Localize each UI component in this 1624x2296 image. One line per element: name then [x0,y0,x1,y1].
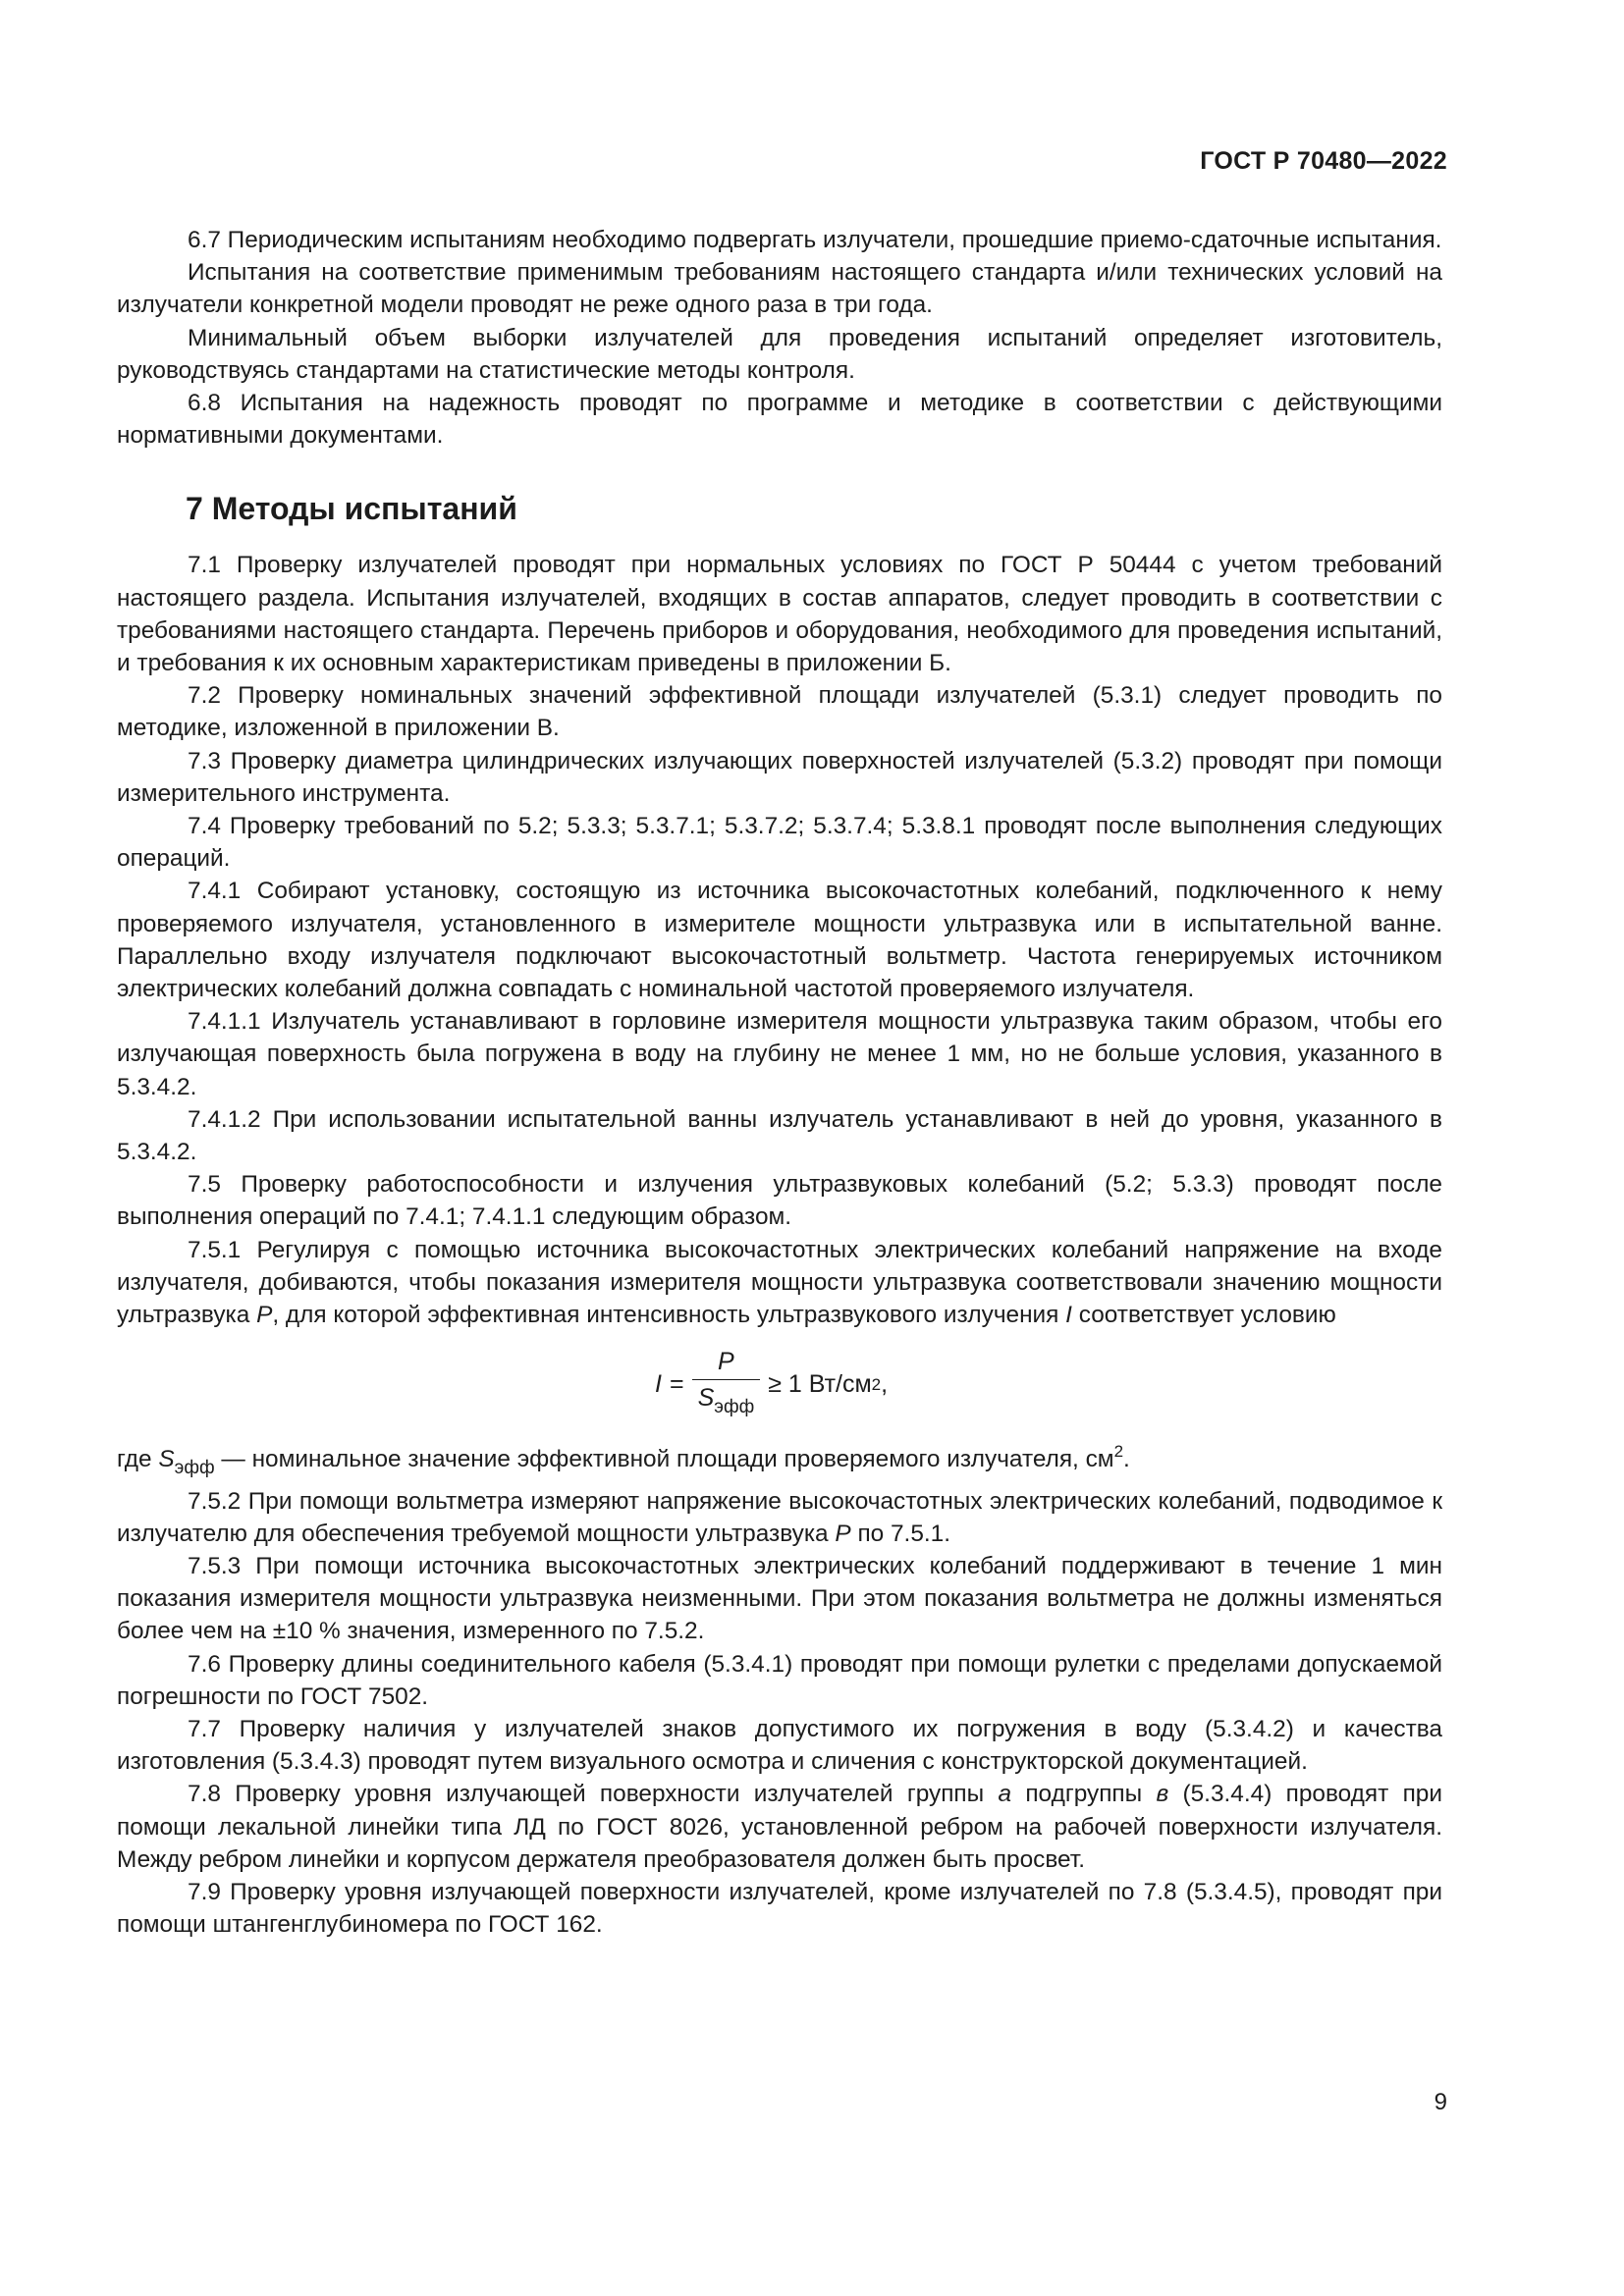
formula-numerator: P [718,1348,734,1376]
formula-explanation [117,1435,1442,1484]
section-heading-7: 7 Методы испытаний [186,491,517,527]
formula-relation-superscript: 2 [871,1375,882,1395]
paragraph-7-7: 7.7 Проверку наличия у излучателей знаков допустимого их погружения в воду (5.3.4.2) и качества изготовления (5.3.4.3) проводят путем визуального осмотра и сличения с конструкторской документацией. [117,1715,1442,1776]
paragraph-7-6: 7.6 Проверку длины соединительного кабеля (5.3.4.1) проводят при помощи рулетки с пределами допускаемой погрешности по ГОСТ 7502. [117,1650,1442,1710]
formula-denominator-symbol: S [697,1384,715,1413]
formula-equals: = [669,1370,684,1399]
paragraph-7-5-1-text-b: , для которой эффективная интенсивность ультразвукового излучения [272,1302,1066,1329]
page-body [117,224,1442,1941]
paragraph-7-8 [117,1778,1442,1876]
page-number: 9 [1434,2089,1447,2115]
formula-fraction [692,1347,761,1422]
paragraph-6-7-periodicity: Испытания на соответствие применимым требованиям настоящего стандарта и/или технических условий на излучатели конкретной модели проводят не реже одного раза в три года. [117,259,1442,319]
paragraph-7-2: 7.2 Проверку номинальных значений эффективной площади излучателей (5.3.1) следует проводить по методике, изложенной в приложении В. [117,682,1442,742]
paragraph-7-5-1-text-c: соответствует условию [1071,1302,1336,1329]
formula-explanation-text: — номинальное значение эффективной площади проверяемого излучателя, см [214,1446,1114,1473]
paragraph-7-3: 7.3 Проверку диаметра цилиндрических излучающих поверхностей излучателей (5.3.2) проводят при помощи измерительного инструмента. [117,747,1442,807]
paragraph-6-7: 6.7 Периодическим испытаниям необходимо подвергать излучатели, прошедшие приемо-сдаточные испытания. [188,227,1442,253]
paragraph-7-8-text-a: 7.8 Проверку уровня излучающей поверхности излучателей группы [188,1781,999,1808]
paragraph-7-5-2-text-a: 7.5.2 При помощи вольтметра измеряют напряжение высокочастотных электрических колебаний, подводимое к излучателю для обеспечения требуемой мощности ультразвука [117,1487,1442,1547]
intensity-formula [117,1335,1442,1433]
formula-explanation-superscript: 2 [1113,1442,1124,1462]
formula-tail: , [881,1370,889,1399]
paragraph-7-1: 7.1 Проверку излучателей проводят при нормальных условиях по ГОСТ Р 50444 с учетом требований настоящего раздела. Испытания излучателей, входящих в состав аппаратов, следует проводить в соответствии с требованиями настоящего стандарта. Перечень приборов и оборудования, необходимого для проведения испытаний, и требования к их основным характеристикам приведены в приложении Б. [117,552,1442,677]
paragraph-6-8: 6.8 Испытания на надежность проводят по программе и методике в соответствии с действующими нормативными документами. [117,390,1442,450]
formula-lhs: I [655,1370,662,1399]
power-symbol-2: P [835,1520,851,1547]
paragraph-6-7-sample-size: Минимальный объем выборки излучателей для проведения испытаний определяет изготовитель, руководствуясь стандартами на статистические методы контроля. [117,324,1442,384]
paragraph-7-4-1-1: 7.4.1.1 Излучатель устанавливают в горловине измерителя мощности ультразвука таким образом, чтобы его излучающая поверхность была погружена в воду на глубину не менее 1 мм, но не больше условия, указанного в 5.3.4.2. [117,1008,1442,1100]
formula-explanation-prefix: где [117,1446,159,1473]
area-symbol: S [158,1446,175,1473]
paragraph-7-4-1-2: 7.4.1.2 При использовании испытательной ванны излучатель устанавливают в ней до уровня, указанного в 5.3.4.2. [117,1105,1442,1166]
intensity-symbol: I [1065,1302,1072,1329]
group-letter: а [998,1781,1012,1808]
document-designation: ГОСТ Р 70480—2022 [1200,147,1447,175]
paragraph-7-5: 7.5 Проверку работоспособности и излучения ультразвуковых колебаний (5.2; 5.3.3) проводят после выполнения операций по 7.4.1; 7.4.1.1 следующим образом. [117,1171,1442,1231]
paragraph-7-5-2 [117,1485,1442,1550]
paragraph-7-5-2-text-b: по 7.5.1. [850,1520,951,1547]
formula-explanation-end: . [1123,1446,1130,1473]
paragraph-7-4-1: 7.4.1 Собирают установку, состоящую из источника высокочастотных колебаний, подключенного к нему проверяемого излучателя, установленного в измерителе мощности ультразвука или в испытательной ванне. Параллельно входу излучателя подключают высокочастотный вольтметр. Частота генерируемых источником электрических колебаний должна совпадать с номинальной частотой проверяемого излучателя. [117,878,1442,1003]
subgroup-letter: в [1156,1781,1169,1808]
paragraph-7-5-1-text-a: 7.5.1 Регулируя с помощью источника высокочастотных электрических колебаний напряжение на входе излучателя, добиваются, чтобы показания измерителя мощности ультразвука соответствовали значению мощности ультразвука [117,1236,1442,1329]
power-symbol: P [256,1302,273,1329]
formula-relation: ≥ 1 Вт/см [768,1370,872,1399]
paragraph-7-9: 7.9 Проверку уровня излучающей поверхности излучателей, кроме излучателей по 7.8 (5.3.4.5), проводят при помощи штангенглубиномера по ГОСТ 162. [117,1878,1442,1939]
formula-denominator-subscript: эфф [714,1397,755,1418]
paragraph-7-8-text-c: (5.3.4.4) проводят при помощи лекальной линейки типа ЛД по ГОСТ 8026, установленной ребром на рабочей поверхности излучателя. Между ребром линейки и корпусом держателя преобразователя должен быть просвет. [117,1781,1442,1873]
formula-denominator [692,1380,761,1422]
area-symbol-subscript: эфф [174,1458,215,1479]
paragraph-7-5-3: 7.5.3 При помощи источника высокочастотных электрических колебаний поддерживают в течение 1 мин показания измерителя мощности ультразвука неизменными. При этом показания вольтметра не должны изменяться более чем на ±10 % значения, измеренного по 7.5.2. [117,1552,1442,1645]
paragraph-7-8-text-b: подгруппы [1011,1781,1157,1808]
paragraph-7-5-1 [117,1234,1442,1332]
paragraph-7-4: 7.4 Проверку требований по 5.2; 5.3.3; 5.3.7.1; 5.3.7.2; 5.3.7.4; 5.3.8.1 проводят после выполнения следующих операций. [117,813,1442,873]
